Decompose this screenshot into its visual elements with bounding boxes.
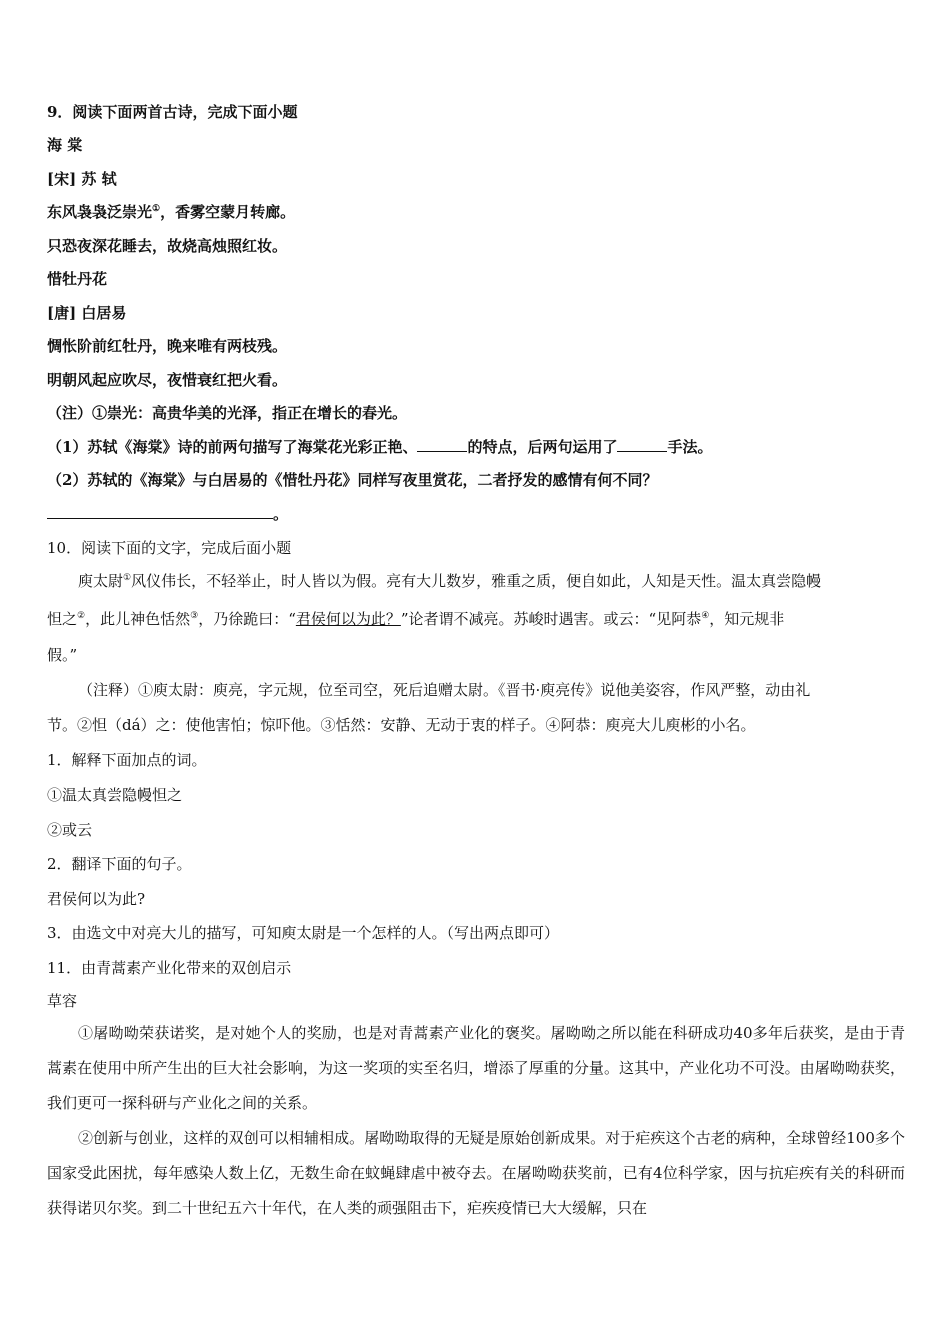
- note-mark-3: ③: [190, 611, 199, 621]
- q11-body: [47, 1016, 905, 1226]
- poem1-line2: 只恐夜深花睡去，故烧高烛照红妆。: [47, 237, 288, 255]
- poem2-line2: 明朝风起应吹尽，夜惜衰红把火看。: [47, 371, 288, 389]
- text-seg: 怛之: [47, 610, 78, 628]
- q10-sq2-sentence: 君侯何以为此?: [47, 890, 146, 908]
- q9-heading: 9．阅读下面两首古诗，完成下面小题: [47, 103, 298, 121]
- q10-notes-line1: （注释）①庾太尉：庾亮，字元规，位至司空，死后追赠太尉。《晋书·庾亮传》说他美姿容，作风严整，动由礼: [78, 681, 811, 699]
- answer-blank-1[interactable]: [417, 437, 467, 452]
- q11-heading: 11．由青蒿素产业化带来的双创启示: [47, 959, 292, 977]
- q9-note: （注）①崇光：高贵华美的光泽，指正在增长的春光。: [47, 404, 408, 422]
- poem1-line1-a: 东风袅袅泛崇光: [47, 203, 153, 221]
- answer-line[interactable]: [47, 504, 273, 519]
- poem1-line1: [47, 202, 295, 222]
- q10-sq1: 1．解释下面加点的词。: [47, 751, 207, 769]
- poem2-author: [唐] 白居易: [47, 304, 127, 322]
- q10-sq3: 3．由选文中对亮大儿的描写，可知庾太尉是一个怎样的人。（写出两点即可）: [47, 924, 560, 942]
- q9-answer-line: [47, 504, 288, 524]
- note-mark-2: ②: [77, 611, 86, 621]
- poem2-line1: 惆怅阶前红牡丹，晚来唯有两枝残。: [47, 337, 288, 355]
- q10-text-line3: 假。”: [47, 646, 78, 664]
- q10-text-line2: [47, 609, 784, 629]
- q9-sub1-a: （1）苏轼《海棠》诗的前两句描写了海棠花光彩正艳、: [47, 438, 418, 456]
- q11-paragraph-2: ②创新与创业，这样的双创可以相辅相成。屠呦呦取得的无疑是原始创新成果。对于疟疾这个古老的病种，全球曾经100多个国家受此困扰，每年感染人数上亿，无数生命在蚊蝇肆虐中被夺去。在屠呦呦获奖前，已有4位科学家，因与抗疟疾有关的科研而获得诺贝尔奖。到二十世纪五六十年代，在人类的顽强阻击下，疟疾疫情已大大缓解，只在: [47, 1129, 905, 1217]
- q9-sub1: [47, 437, 712, 457]
- poem2-title: 惜牡丹花: [47, 270, 108, 288]
- text-seg: ”论者谓不减亮。苏峻时遇害。或云：“见阿恭: [400, 610, 702, 628]
- text-seg: ，乃徐跪曰：“: [198, 610, 296, 628]
- text-seg: ，知元规非: [709, 610, 785, 628]
- q10-sq1-a: ①温太真尝隐幔怛之: [47, 786, 183, 804]
- q11-paragraph-1: ①屠呦呦荣获诺奖，是对她个人的奖励，也是对青蒿素产业化的褒奖。屠呦呦之所以能在科研成功40多年后获奖，是由于青蒿素在使用中所产生出的巨大社会影响，为这一奖项的实至名归，增添了厚重的分量。这其中，产业化功不可没。由屠呦呦获奖，我们更可一探科研与产业化之间的关系。: [47, 1024, 905, 1112]
- q11-author: 草容: [47, 992, 78, 1010]
- text-seg: 风仪伟长，不轻举止，时人皆以为假。亮有大儿数岁，雅重之质，便自如此，人知是天性。温太真尝隐幔: [131, 572, 822, 590]
- poem1-author: [宋] 苏 轼: [47, 170, 117, 188]
- q10-sq2: 2．翻译下面的句子。: [47, 855, 192, 873]
- note-mark-1: ①: [123, 573, 132, 583]
- poem1-title: 海 棠: [47, 136, 83, 154]
- answer-blank-2[interactable]: [617, 437, 667, 452]
- text-seg: ，此儿神色恬然: [85, 610, 191, 628]
- q10-notes-line2: 节。②怛（dá）之：使他害怕；惊吓他。③恬然：安静、无动于衷的样子。④阿恭：庾亮大儿庾彬的小名。: [47, 716, 756, 734]
- note-mark-4: ④: [701, 611, 710, 621]
- poem1-line1-b: ，香雾空蒙月转廊。: [160, 203, 296, 221]
- answer-end: 。: [273, 505, 289, 523]
- q10-heading: 10．阅读下面的文字，完成后面小题: [47, 539, 292, 557]
- q9-sub1-b: 的特点，后两句运用了: [467, 438, 618, 456]
- text-seg: 庾太尉: [78, 572, 124, 590]
- q9-sub1-c: 手法。: [667, 438, 713, 456]
- note-mark-1: ①: [152, 204, 161, 214]
- q10-sq1-b: ②或云: [47, 821, 93, 839]
- q10-text-line1: [78, 571, 821, 591]
- underlined-quote: 君侯何以为此？: [295, 610, 401, 628]
- q9-sub2: （2）苏轼的《海棠》与白居易的《惜牡丹花》同样写夜里赏花，二者抒发的感情有何不同？: [47, 471, 658, 489]
